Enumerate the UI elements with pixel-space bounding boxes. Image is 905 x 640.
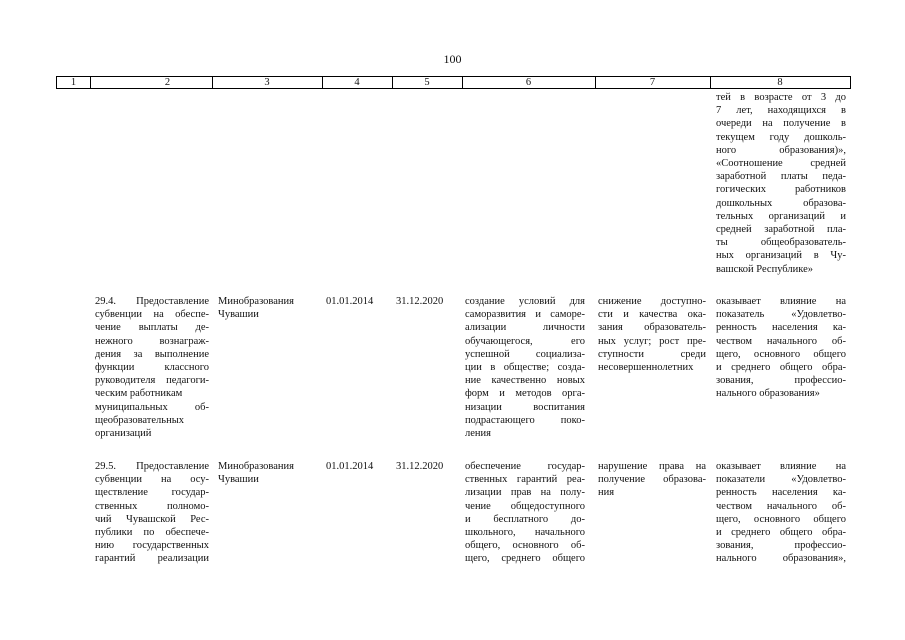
text-line: 29.4. Предоставление — [95, 296, 209, 307]
text-line: заработной платы педа- — [716, 171, 846, 183]
text-line: ственных гарантий реа- — [465, 474, 585, 486]
text-line: ренность населения ка- — [716, 322, 846, 334]
text-line: и среднего общего обра- — [716, 362, 846, 374]
text-line: дения за выполнение — [95, 348, 209, 360]
text-line: ние качественно новых — [465, 375, 585, 387]
header-col-8: 8 — [777, 77, 783, 88]
text-line: чение общедоступного — [465, 500, 585, 512]
text-line: нального образования», — [716, 553, 846, 565]
text-line: Чувашии — [218, 474, 259, 486]
text-line: ции в обществе; созда- — [465, 362, 585, 374]
text-line: получение образова- — [598, 474, 706, 486]
text-line: публики по обеспече- — [95, 527, 209, 539]
expected-result — [465, 295, 585, 440]
text-line: ного образования)», — [716, 144, 846, 156]
text-line: 29.5. Предоставление — [95, 461, 209, 472]
text-line: несовершеннолетних — [598, 362, 694, 374]
consequences-of-non-implementation — [598, 460, 706, 500]
text-line: показатели «Удовлетво- — [716, 474, 846, 486]
measure-name — [95, 460, 209, 566]
text-line: ществление государ- — [95, 487, 209, 499]
text-line: нального образования» — [716, 388, 820, 400]
text-line: щего, основного общего — [716, 348, 846, 360]
text-line: субвенции на обеспе- — [95, 309, 209, 321]
text-line: снижение доступно- — [598, 296, 706, 307]
header-col-1: 1 — [70, 77, 77, 88]
text-line: школьного, начального — [465, 527, 585, 539]
measure-name — [95, 295, 209, 440]
text-line: сти и качества ока- — [598, 309, 706, 321]
text-line: гогических работников — [716, 184, 846, 196]
text-line: средней заработной пла- — [716, 224, 846, 236]
text-line: лизации прав на полу- — [465, 487, 585, 499]
header-col-3: 3 — [264, 77, 270, 88]
text-line: обучающегося, его — [465, 335, 585, 347]
text-line: ты общеобразователь- — [716, 237, 846, 249]
text-line: нию государственных — [95, 540, 209, 552]
text-line: ственных полномо- — [95, 500, 209, 512]
text-line: форм и методов орга- — [465, 388, 585, 400]
text-line: муниципальных об- — [95, 401, 209, 413]
header-col-4: 4 — [354, 77, 360, 88]
header-col-5: 5 — [424, 77, 430, 88]
text-line: успешной социализа- — [465, 348, 585, 360]
text-line: организаций — [95, 428, 152, 440]
text-line: 7 лет, находящихся в — [716, 105, 846, 117]
text-line: саморазвития и саморе- — [465, 309, 585, 321]
text-line: ных услуг; рост пре- — [598, 335, 706, 347]
text-line: зования, профессио- — [716, 540, 846, 552]
consequences-of-non-implementation — [598, 295, 706, 374]
start-date: 01.01.2014 — [326, 296, 374, 307]
text-line: ческим работникам — [95, 388, 183, 400]
executor — [218, 295, 318, 321]
text-line: ренность населения ка- — [716, 487, 846, 499]
continued-indicator-text — [716, 91, 846, 276]
text-line: и бесплатного до- — [465, 513, 585, 525]
text-line: тей в возрасте от 3 до — [716, 92, 846, 103]
text-line: Чувашии — [218, 309, 259, 321]
text-line: нарушение права на — [598, 461, 706, 472]
text-line: тельных организаций и — [716, 210, 846, 222]
text-line: обеспечение государ- — [465, 461, 585, 472]
text-line: гарантий реализации — [95, 553, 209, 565]
executor — [218, 460, 318, 486]
text-line: чеством начального об- — [716, 500, 846, 512]
text-line: щеобразовательных — [95, 414, 184, 426]
text-line: щего, основного общего — [716, 513, 846, 525]
table-header-row — [56, 76, 851, 89]
text-line: нежного вознаграж- — [95, 335, 209, 347]
expected-result — [465, 460, 585, 566]
text-line: оказывает влияние на — [716, 461, 846, 472]
page-number: 100 — [443, 52, 462, 66]
text-line: ных организаций в Чу- — [716, 250, 846, 262]
indicator-link — [716, 295, 846, 401]
text-line: зания образователь- — [598, 322, 706, 334]
text-line: зования, профессио- — [716, 375, 846, 387]
header-col-2: 2 — [164, 77, 171, 88]
text-line: оказывает влияние на — [716, 296, 846, 307]
header-col-7: 7 — [649, 77, 656, 88]
text-line: Минобразования — [218, 461, 294, 472]
text-line: Минобразования — [218, 296, 294, 307]
text-line: ления — [465, 428, 491, 440]
text-line: «Соотношение средней — [716, 158, 846, 170]
text-line: руководителя педагоги- — [95, 375, 209, 387]
text-line: чеством начального об- — [716, 335, 846, 347]
text-line: чение выплаты де- — [95, 322, 209, 334]
text-line: низации воспитания — [465, 401, 585, 413]
text-line: создание условий для — [465, 296, 585, 307]
text-line: ступности среди — [598, 348, 706, 360]
start-date: 01.01.2014 — [326, 461, 374, 472]
text-line: чий Чувашской Рес- — [95, 513, 209, 525]
text-line: текущем году дошколь- — [716, 131, 846, 143]
end-date: 31.12.2020 — [396, 296, 444, 307]
text-line: щего, среднего общего — [465, 553, 585, 565]
text-line: общего, основного об- — [465, 540, 585, 552]
end-date: 31.12.2020 — [396, 461, 444, 472]
text-line: показатель «Удовлетво- — [716, 309, 846, 321]
text-line: и среднего общего обра- — [716, 527, 846, 539]
text-line: очереди на получение в — [716, 118, 846, 130]
text-line: ализации личности — [465, 322, 585, 334]
text-line: вашской Республике» — [716, 263, 813, 275]
text-line: ния — [598, 487, 615, 499]
text-line: функции классного — [95, 362, 209, 374]
text-line: подрастающего поко- — [465, 414, 585, 426]
text-line: субвенции на осу- — [95, 474, 209, 486]
indicator-link — [716, 460, 846, 566]
header-col-6: 6 — [525, 77, 532, 88]
text-line: дошкольных образова- — [716, 197, 846, 209]
